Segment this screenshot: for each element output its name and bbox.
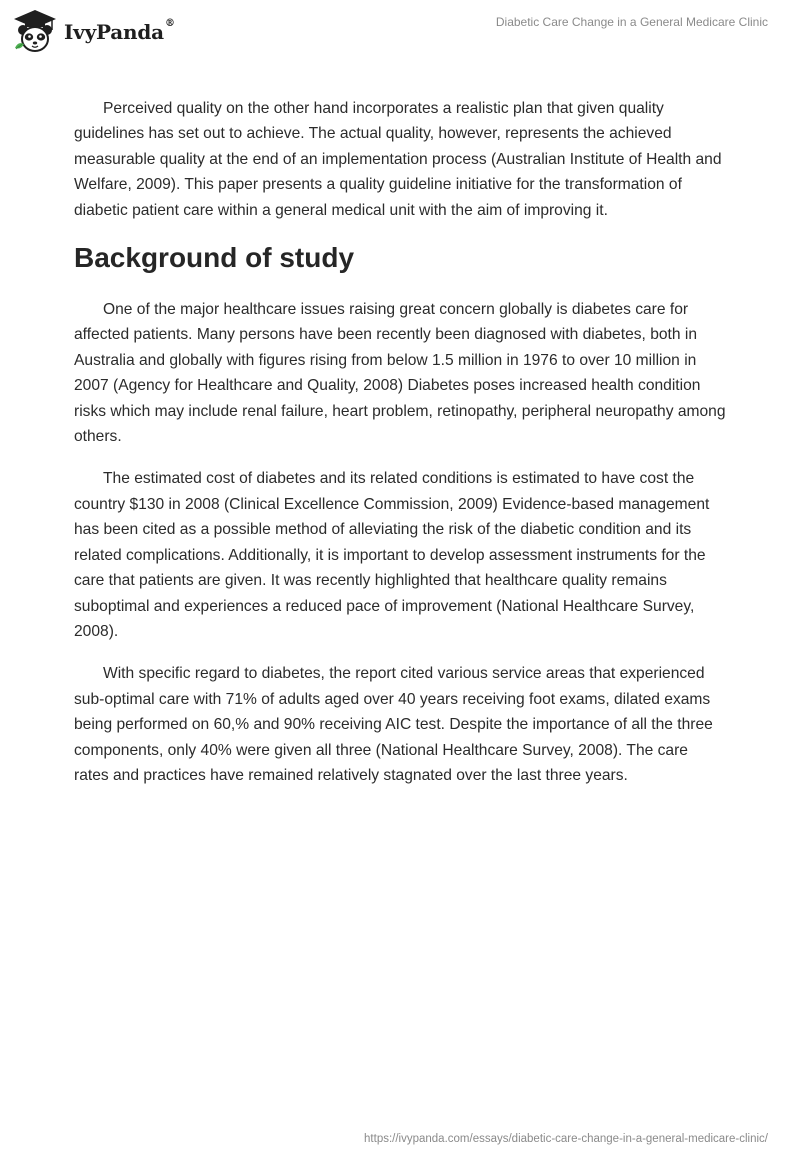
panda-graduate-icon — [12, 8, 58, 54]
page-header — [0, 0, 800, 60]
intro-paragraph: Perceived quality on the other hand incorporates a realistic plan that given quality guidelines has set out to achieve. The actual quality, however, represents the achieved measurable quality at the end of an implementation process (Australian Institute of Health and Welfare, 2009). This paper presents a quality guideline initiative for the transformation of diabetic patient care within a general medical unit with the aim of improving it. — [74, 100, 722, 219]
document-title: Diabetic Care Change in a General Medicare Clinic — [495, 15, 768, 29]
body-paragraph: With specific regard to diabetes, the report cited various service areas that experienced sub-optimal care with 71% of adults aged over 40 years receiving foot exams, dilated exams being performed on 60,% and 90% receiving AIC test. Despite the importance of all the three components, only 40% were given all three (National Healthcare Survey, 2008). The care rates and practices have remained relatively stagnated over the last three years. — [74, 665, 713, 784]
source-url-link[interactable]: https://ivypanda.com/essays/diabetic-care-change-in-a-general-medicare-clinic/ — [364, 1133, 768, 1145]
body-paragraph: One of the major healthcare issues raising great concern globally is diabetes care for affected patients. Many persons have been recently been diagnosed with diabetes, both in Australia and globally with figures rising from below 1.5 million in 1976 to over 10 million in 2007 (Agency for Healthcare and Quality, 2008) Diabetes poses increased health condition risks which may include renal failure, heart problem, retinopathy, peripheral neuropathy among others. — [74, 301, 726, 446]
brand-name — [64, 20, 175, 44]
section-heading: Background of study — [74, 242, 355, 274]
registered-mark: ® — [164, 18, 175, 29]
brand-logo[interactable] — [12, 8, 175, 54]
essay-content — [74, 96, 726, 805]
brand-name-text: IvyPanda — [64, 20, 164, 44]
body-paragraph: The estimated cost of diabetes and its related conditions is estimated to have cost the country $130 in 2008 (Clinical Excellence Commission, 2009) Evidence-based management has been cited as a possible method of alleviating the risk of the diabetic condition and its related complications. Additionally, it is important to develop assessment instruments for the care that patients are given. It was recently highlighted that healthcare quality remains suboptimal and experiences a reduced pace of improvement (National Healthcare Survey, 2008). — [74, 470, 710, 640]
